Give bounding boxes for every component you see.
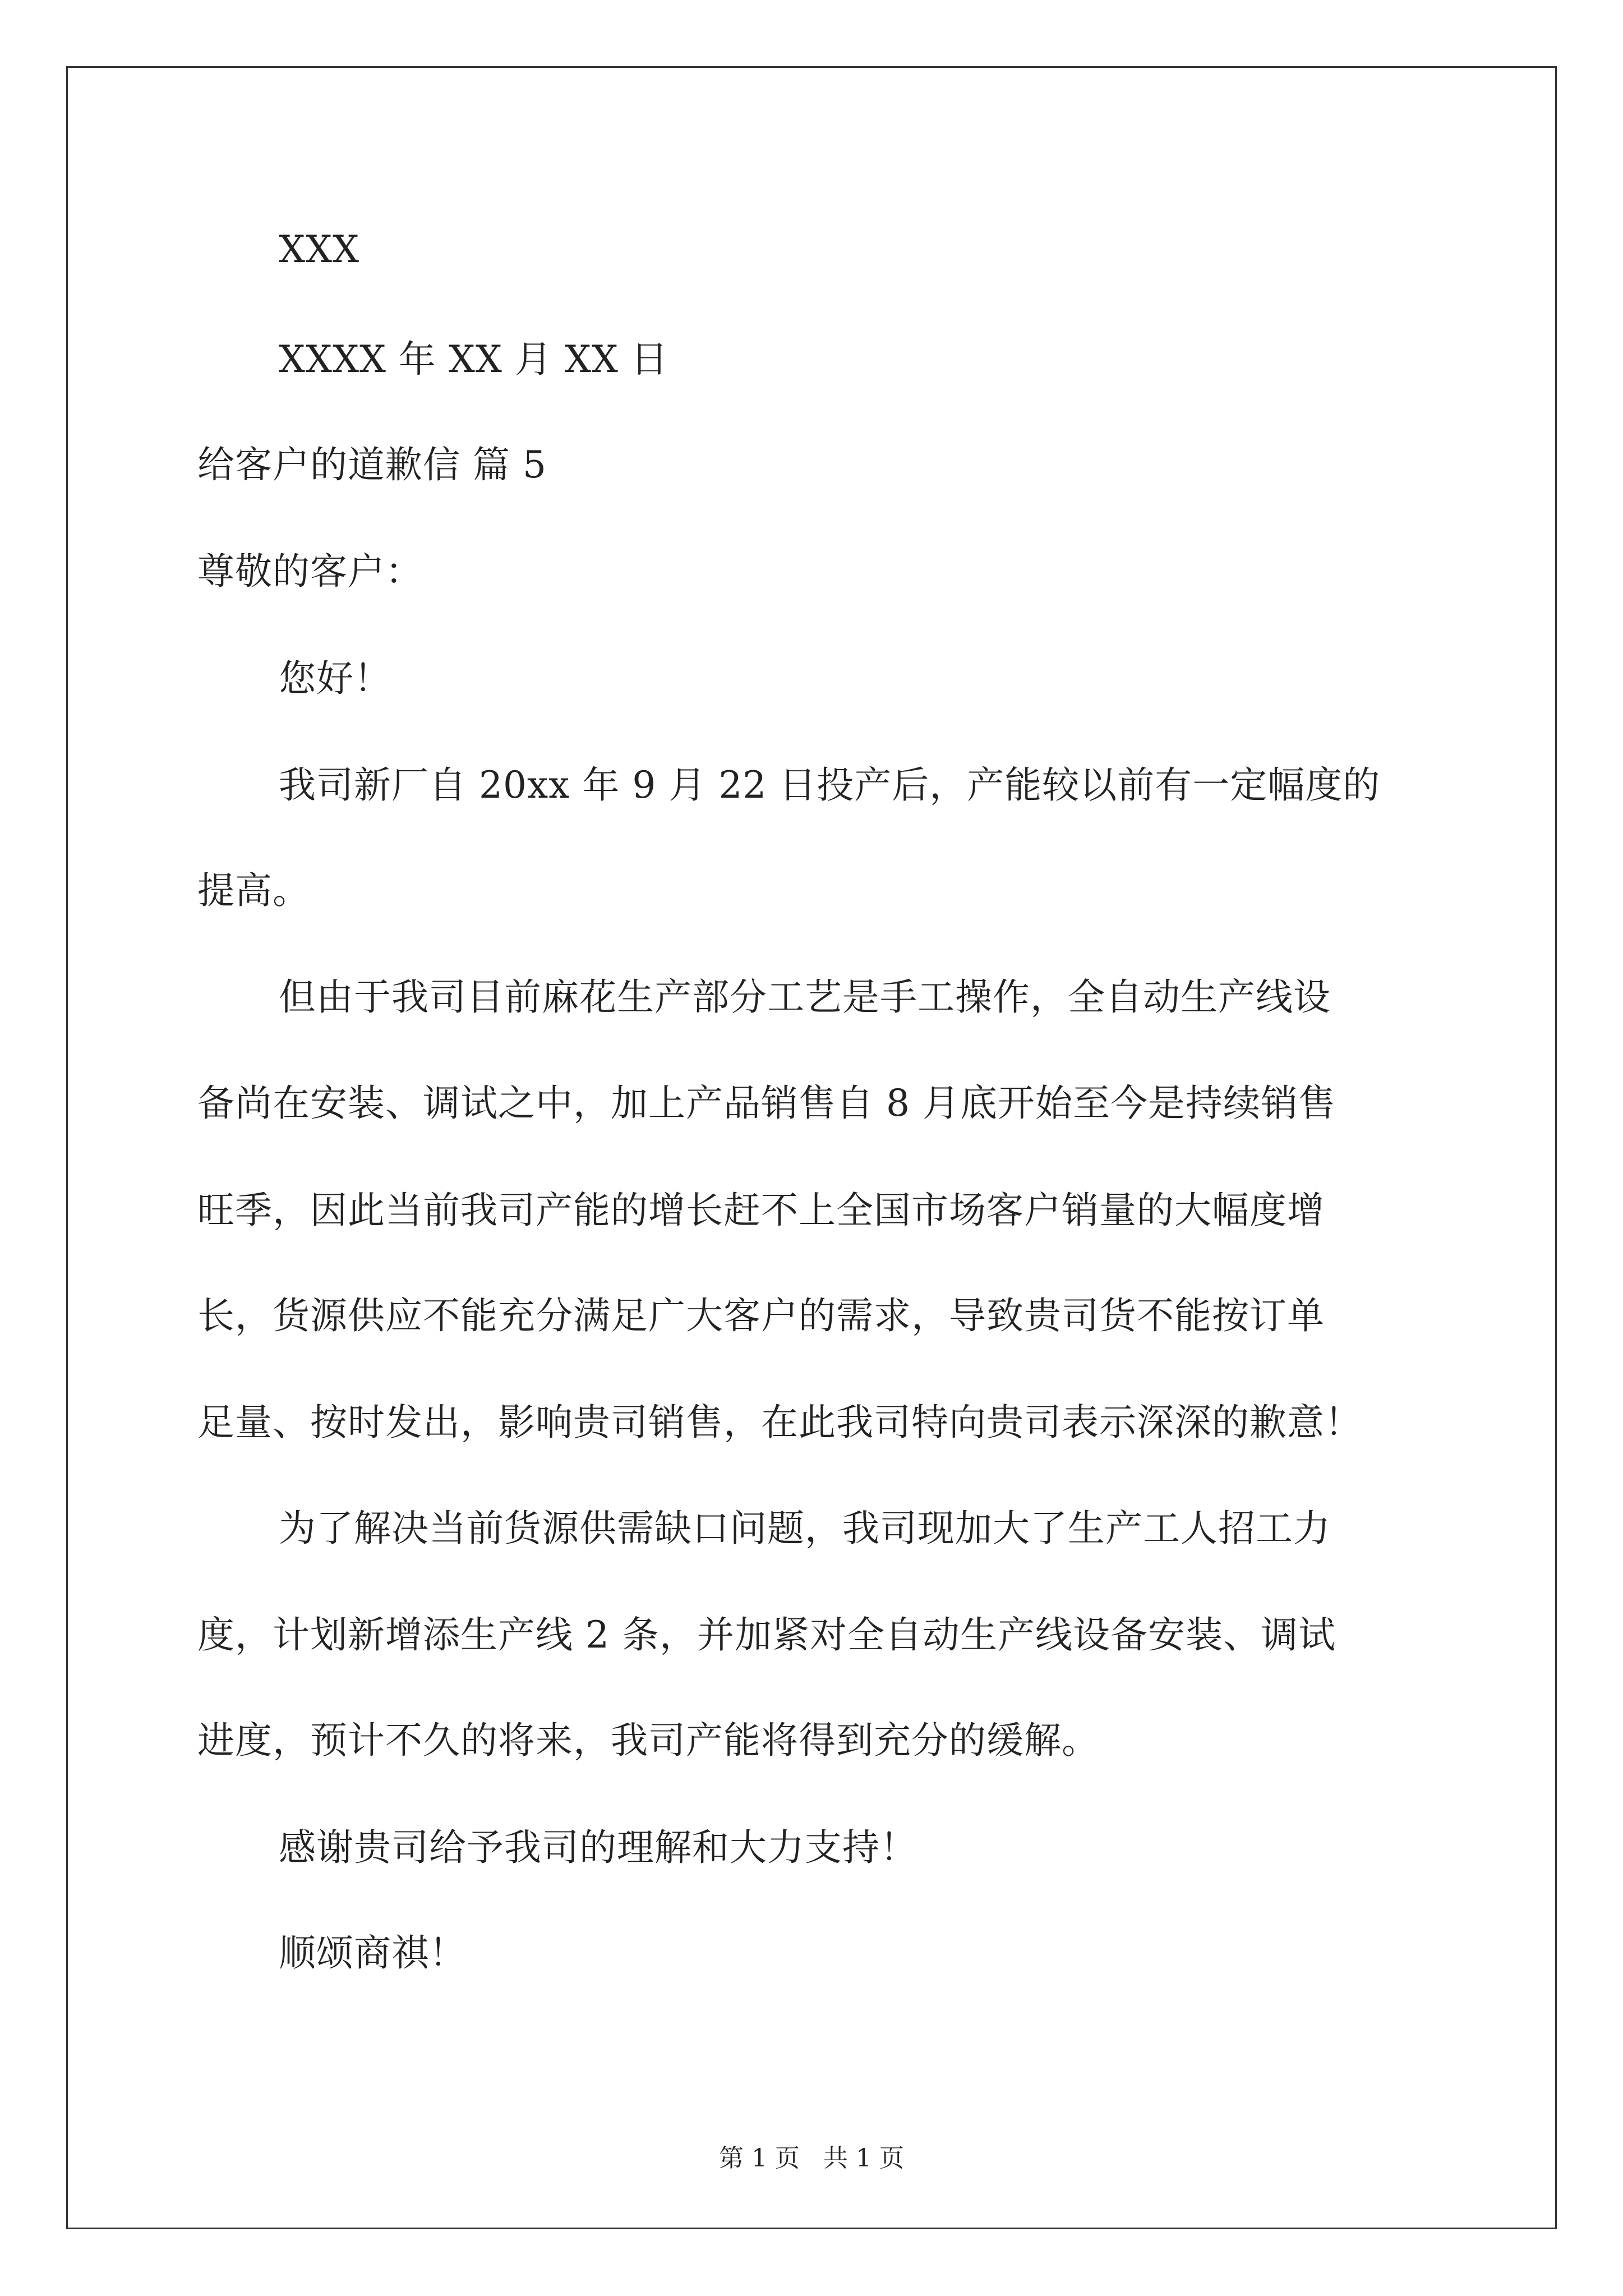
signature-name: XXX [279,228,359,271]
body-line: 提高。 [197,869,310,912]
signature-date: XXXX 年 XX 月 XX 日 [279,338,668,381]
body-line: 进度，预计不久的将来，我司产能将得到充分的缓解。 [197,1719,1099,1762]
body-line: 长，货源供应不能充分满足广大客户的需求，导致贵司货不能按订单 [197,1294,1325,1337]
body-line: 度，计划新增添生产线 2 条，并加紧对全自动生产线设备安装、调试 [197,1613,1336,1657]
body-line: 旺季，因此当前我司产能的增长赶不上全国市场客户销量的大幅度增 [197,1189,1325,1232]
letter-title: 给客户的道歉信 篇 5 [197,443,547,486]
body-line: 足量、按时发出，影响贵司销售，在此我司特向贵司表示深深的歉意！ [197,1401,1362,1444]
body-line: 感谢贵司给予我司的理解和大力支持！ [279,1826,917,1869]
body-line: 备尚在安装、调试之中，加上产品销售自 8 月底开始至今是持续销售 [197,1082,1336,1125]
page-indicator: 第 1 页 共 1 页 [719,2144,904,2173]
salutation: 尊敬的客户： [197,550,423,593]
greeting: 您好！ [279,657,391,700]
body-line: 为了解决当前货源供需缺口问题，我司现加大了生产工人招工力 [279,1507,1331,1550]
body-line: 我司新厂自 20xx 年 9 月 22 日投产后，产能较以前有一定幅度的 [279,763,1381,807]
page-border [66,66,1557,2229]
closing-line: 顺颂商祺！ [279,1931,467,1975]
body-line: 但由于我司目前麻花生产部分工艺是手工操作，全自动生产线设 [279,976,1331,1019]
